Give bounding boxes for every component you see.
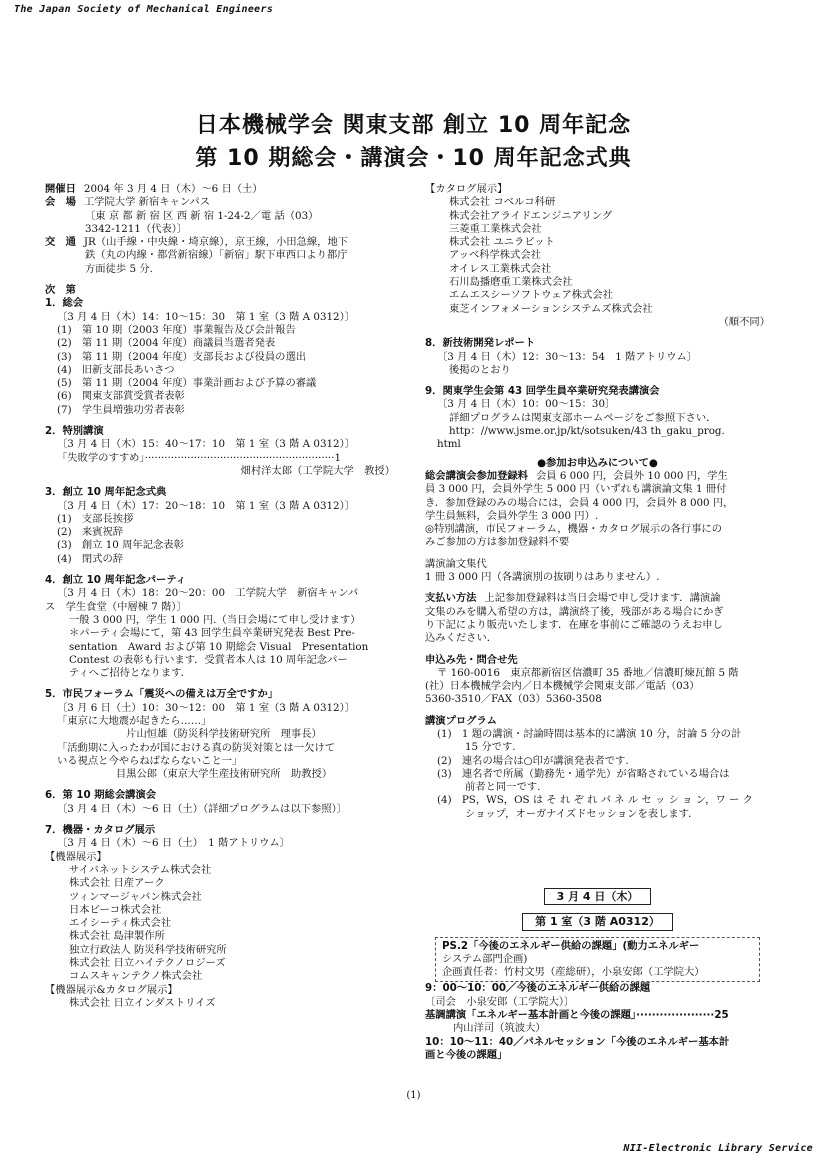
text-line: 後掲のとおり bbox=[449, 363, 511, 376]
line-label: 3．創立 10 周年記念式典 bbox=[45, 486, 167, 499]
text-line: ●参加お申込みについて● bbox=[537, 456, 658, 469]
session-box bbox=[435, 937, 760, 983]
spacer bbox=[425, 550, 770, 558]
text-line: 〔3 月 4 日（木）15：40〜17：10 第 1 室（3 階 A 0312）〕 bbox=[57, 438, 356, 451]
text-line bbox=[425, 337, 770, 350]
text-line: 株式会社 日立インダストリイズ bbox=[69, 996, 216, 1009]
text-line: 詳細プログラムは関東支部ホームページをご参照下さい． bbox=[449, 411, 717, 424]
text-line: (2) 連名の場合は○印が講演発表者です. bbox=[437, 754, 629, 767]
program-line: 10：10〜11：40／パネルセッション「今後のエネルギー基本計 bbox=[425, 1035, 730, 1048]
text-line: 「活動期に入ったわが国における真の防災対策とは一欠けて bbox=[57, 741, 336, 754]
text-line: 1 冊 3 000 円（各講演別の抜刷りはありません）. bbox=[425, 571, 660, 584]
page-title-line2: 第 10 期総会・講演会・10 周年記念式典 bbox=[195, 146, 632, 171]
text-line bbox=[425, 654, 770, 667]
text-line: 「失敗学のすすめ」··························································1 bbox=[57, 451, 342, 464]
text-line: ツィンマージャパン株式会社 bbox=[69, 890, 202, 903]
text-line bbox=[45, 789, 395, 802]
text-line: 鉄（丸の内線・都営新宿線）「新宿」駅下車西口より都庁 bbox=[85, 249, 348, 262]
text-line: ス 学生食堂（中層棟 7 階）〕 bbox=[45, 600, 187, 613]
text-line: (1) 第 10 期（2003 年度）事業報告及び会計報告 bbox=[57, 323, 296, 336]
line-label: 総会講演会参加登録料 bbox=[425, 469, 528, 482]
text-line: コムスキャンテクノ株式会社 bbox=[69, 970, 203, 983]
page-number: (1) bbox=[406, 1090, 421, 1101]
line-text: JR（山手線・中央線・埼京線），京王線，小田急線，地下 bbox=[83, 236, 349, 249]
text-line: 【カタログ展示】 bbox=[425, 183, 508, 195]
text-line bbox=[45, 824, 395, 837]
text-line: ティへご招待となります． bbox=[69, 667, 191, 680]
line-text: 会員 6 000 円，会員外 10 000 円，学生 bbox=[535, 469, 728, 482]
text-line: 学生員無料，会員外学生 3 000 円）. bbox=[425, 509, 599, 522]
text-line: 日本ビーコ株式会社 bbox=[69, 903, 162, 916]
text-line: 目黒公郎（東京大学生産技術研究所 助教授） bbox=[85, 768, 333, 781]
left-column bbox=[45, 183, 395, 1010]
text-line: 〔東 京 都 新 宿 区 西 新 宿 1-24-2／電 話（03） bbox=[85, 209, 319, 222]
text-line: 講演論文集代 bbox=[425, 557, 487, 570]
text-line: 【機器展示&カタログ展示】 bbox=[45, 983, 178, 996]
right-column bbox=[425, 183, 770, 821]
session-line: 企画責任者：竹村文男（産総研），小泉安郎（工学院大） bbox=[442, 966, 705, 979]
text-line: 〔3 月 6 日（土）10：30〜12：00 第 1 室（3 階 A 0312）〕 bbox=[57, 701, 356, 714]
program-lines bbox=[425, 982, 770, 1062]
page-title-line1: 日本機械学会 関東支部 創立 10 周年記念 bbox=[195, 113, 632, 138]
text-line: (4) 閉式の辞 bbox=[57, 552, 124, 565]
text-line: 片山恒雄（防災科学技術研究所 理事長） bbox=[85, 728, 322, 741]
text-line bbox=[45, 297, 395, 310]
text-line: 5360-3510／FAX（03）5360-3508 bbox=[425, 693, 602, 706]
text-line: 込みください． bbox=[425, 632, 498, 645]
text-line: 前者と同一です. bbox=[465, 781, 541, 794]
line-label: 2．特別講演 bbox=[45, 425, 104, 438]
text-line: 員 3 000 円，会員外学生 5 000 円（いずれも講演論文集 1 冊付 bbox=[425, 483, 727, 496]
line-label: 支払い方法 bbox=[425, 592, 477, 605]
text-line: り下記により販売いたします．在庫を事前にご確認のうえお申し bbox=[425, 618, 723, 631]
text-line: 株式会社 ユニラビット bbox=[449, 236, 555, 249]
text-line: (1) 支部長挨拶 bbox=[57, 512, 134, 525]
text-line: 株式会社 島津製作所 bbox=[69, 930, 165, 943]
text-line bbox=[45, 284, 395, 297]
text-line: (3) 第 11 期（2004 年度）支部長および役員の選出 bbox=[57, 350, 307, 363]
text-line bbox=[45, 486, 395, 499]
spacer bbox=[425, 377, 770, 385]
line-label: 交 通 bbox=[45, 236, 76, 249]
line-text: 2004 年 3 月 4 日（木）〜6 日（土） bbox=[83, 183, 263, 195]
text-line: 〒 160-0016 東京都新宿区信濃町 35 番地／信濃町煉瓦館 5 階 bbox=[437, 666, 739, 679]
text-line: 〔3 月 4 日（木）〜6 日（土） 1 階アトリウム〕 bbox=[57, 837, 290, 850]
text-line: ◎特別講演，市民フォーラム，機器・カタログ展示の各行事にの bbox=[425, 523, 722, 536]
spacer bbox=[45, 276, 395, 284]
text-line: アッベ科学株式会社 bbox=[449, 249, 541, 262]
text-line: 株式会社 コベルコ科研 bbox=[449, 196, 556, 209]
text-line: 「東京に大地震が起きたら……」 bbox=[57, 714, 212, 727]
text-line: (6) 関東支部賞受賞者表彰 bbox=[57, 390, 185, 403]
session-line: システム部門企画) bbox=[442, 952, 528, 965]
text-line: 畑村洋太郎（工学院大学 教授） bbox=[240, 464, 395, 477]
line-text: 工学院大学 新宿キャンパス bbox=[83, 196, 211, 209]
text-line: オイレス工業株式会社 bbox=[449, 262, 552, 275]
text-line: き．参加登録のみの場合には，会員 4 000 円，会員外 8 000 円， bbox=[425, 496, 734, 509]
line-label: 開催日 bbox=[45, 183, 76, 195]
text-line bbox=[45, 425, 395, 438]
text-line: (4) 旧新支部長あいさつ bbox=[57, 363, 175, 376]
text-line: ショップ，オーガナイズドセッションを表します． bbox=[465, 807, 699, 820]
text-line: みご参加の方は参加登録料不要 bbox=[425, 536, 570, 549]
text-line: 〔3 月 4 日（木）18：20〜20：00 工学院大学 新宿キャンパ bbox=[57, 587, 359, 600]
room-box: 第 1 室（3 階 A0312） bbox=[522, 913, 673, 930]
text-line bbox=[45, 183, 395, 196]
text-line: (3) 連名者で所属（勤務先・通学先）が省略されている場合は bbox=[437, 767, 730, 780]
line-label: 9．関東学生会第 43 回学生員卒業研究発表講演会 bbox=[425, 385, 660, 398]
text-line: ＊パーティ会場にて，第 43 回学生員卒業研究発表 Best Pre- bbox=[69, 627, 355, 640]
text-line: (4) PS，WS，OS は そ れ ぞ れ パ ネ ル セ ッ シ ョ ン，ワ ー ク bbox=[437, 794, 753, 807]
line-label: 7．機器・カタログ展示 bbox=[45, 824, 156, 837]
line-label: 講演プログラム bbox=[425, 714, 497, 727]
text-line bbox=[45, 196, 395, 209]
line-label: 次 第 bbox=[45, 284, 76, 297]
program-line: 画と今後の課題」 bbox=[425, 1048, 508, 1061]
text-line: (3) 創立 10 周年記念表彰 bbox=[57, 539, 184, 552]
text-line: (社）日本機械学会内／日本機械学会関東支部／電話（03） bbox=[425, 680, 700, 693]
program-line: 内山洋司（筑波大） bbox=[453, 1022, 546, 1035]
text-line: 【機器展示】 bbox=[45, 850, 107, 863]
text-line bbox=[425, 715, 770, 728]
text-line: 3342-1211（代表）〕 bbox=[85, 222, 188, 235]
text-line: 石川島播磨重工業株式会社 bbox=[449, 276, 573, 289]
text-line: 〔3 月 4 日（木）10：00〜15：30〕 bbox=[437, 398, 616, 411]
spacer bbox=[425, 646, 770, 654]
text-line: 株式会社アライドエンジニアリング bbox=[449, 209, 613, 222]
text-line bbox=[45, 688, 395, 701]
spacer bbox=[45, 816, 395, 824]
line-label: 6．第 10 期総会講演会 bbox=[45, 789, 157, 802]
spacer bbox=[45, 566, 395, 574]
text-line: (1) 1 題の講演・討論時間は基本的に講演 10 分，討論 5 分の計 bbox=[437, 727, 742, 740]
text-line: 15 分です. bbox=[465, 741, 516, 754]
text-line: (5) 第 11 期（2004 年度）事業計画および予算の審議 bbox=[57, 377, 317, 390]
journal-header: The Japan Society of Mechanical Engineers bbox=[14, 4, 274, 15]
text-line: (7) 学生員増強功労者表彰 bbox=[57, 403, 185, 416]
text-line: 〔3 月 4 日（木）17：20〜18：10 第 1 室（3 階 A 0312）〕 bbox=[57, 499, 356, 512]
program-block bbox=[425, 888, 770, 1062]
text-line bbox=[425, 470, 770, 483]
text-line: サイバネットシステム株式会社 bbox=[69, 863, 212, 876]
text-line bbox=[425, 385, 770, 398]
text-line: 東芝インフォメーションシステムズ株式会社 bbox=[449, 302, 653, 315]
text-line: 株式会社 日立ハイテクノロジーズ bbox=[69, 957, 226, 970]
text-line: 独立行政法人 防災科学技術研究所 bbox=[69, 943, 227, 956]
program-line: 9：00〜10：00／今後のエネルギー供給の課題 bbox=[425, 982, 651, 995]
text-line: http：//www.jsme.or.jp/kt/sotsuken/43 th_gaku_prog. bbox=[449, 425, 725, 438]
text-line: sentation Award および第 10 期総会 Visual Presentation bbox=[69, 640, 369, 653]
text-line bbox=[45, 574, 395, 587]
text-line: 〔3 月 4 日（木）12：30〜13：54 1 階アトリウム〕 bbox=[437, 350, 698, 363]
text-line: 文集のみを購入希望の方は，講演終了後，残部がある場合にかぎ bbox=[425, 605, 724, 618]
text-line: （順不同） bbox=[718, 315, 770, 328]
text-line: 〔3 月 4 日（木）〜6 日（土）（詳細プログラムは以下参照）〕 bbox=[57, 802, 348, 815]
text-line: エイシーティ株式会社 bbox=[69, 917, 172, 930]
line-label: 1．総会 bbox=[45, 297, 84, 310]
line-text: 上記参加登録料は当日会場で申し受けます．講演論 bbox=[484, 592, 721, 605]
text-line: 三菱重工業株式会社 bbox=[449, 222, 542, 235]
line-label: 申込み先・問合せ先 bbox=[425, 653, 518, 666]
text-line: (2) 第 11 期（2004 年度）商議員当選者発表 bbox=[57, 337, 276, 350]
session-line: PS.2「今後のエネルギー供給の課題」(動力エネルギー bbox=[442, 939, 700, 952]
date-box: 3 月 4 日（木） bbox=[544, 888, 652, 905]
text-line: 方面徒歩 5 分. bbox=[85, 262, 153, 275]
line-label: 4．創立 10 周年記念パーティ bbox=[45, 574, 187, 587]
program-line: 〔司会 小泉安郎（工学院大）〕 bbox=[425, 995, 575, 1008]
program-line: 基調講演「エネルギー基本計画と今後の課題」····················25 bbox=[425, 1009, 729, 1022]
text-line: いる視点と今やらねばならないこと一」 bbox=[57, 754, 243, 767]
text-line: 〔3 月 4 日（木）14：10〜15：30 第 1 室（3 階 A 0312）〕 bbox=[57, 310, 356, 323]
line-label: 8．新技術開発レポート bbox=[425, 337, 536, 350]
text-line: Contest の表彰も行います．受賞者本人は 10 周年記念パー bbox=[69, 653, 348, 666]
spacer bbox=[45, 417, 395, 425]
text-line bbox=[425, 592, 770, 605]
text-line: html bbox=[437, 438, 461, 451]
text-line bbox=[45, 236, 395, 249]
text-line: エムエスシーソフトウェア株式会社 bbox=[449, 289, 613, 302]
line-label: 会 場 bbox=[45, 196, 76, 209]
spacer bbox=[425, 707, 770, 715]
line-label: 5．市民フォーラム「震災への備えは万全ですか」 bbox=[45, 688, 279, 701]
footer-credit: NII-Electronic Library Service bbox=[623, 1143, 813, 1154]
text-line: 株式会社 日産アーク bbox=[69, 877, 165, 890]
text-line: (2) 来賓祝辞 bbox=[57, 526, 124, 539]
text-line: 一般 3 000 円，学生 1 000 円.（当日会場にて申し受けます） bbox=[69, 613, 361, 626]
